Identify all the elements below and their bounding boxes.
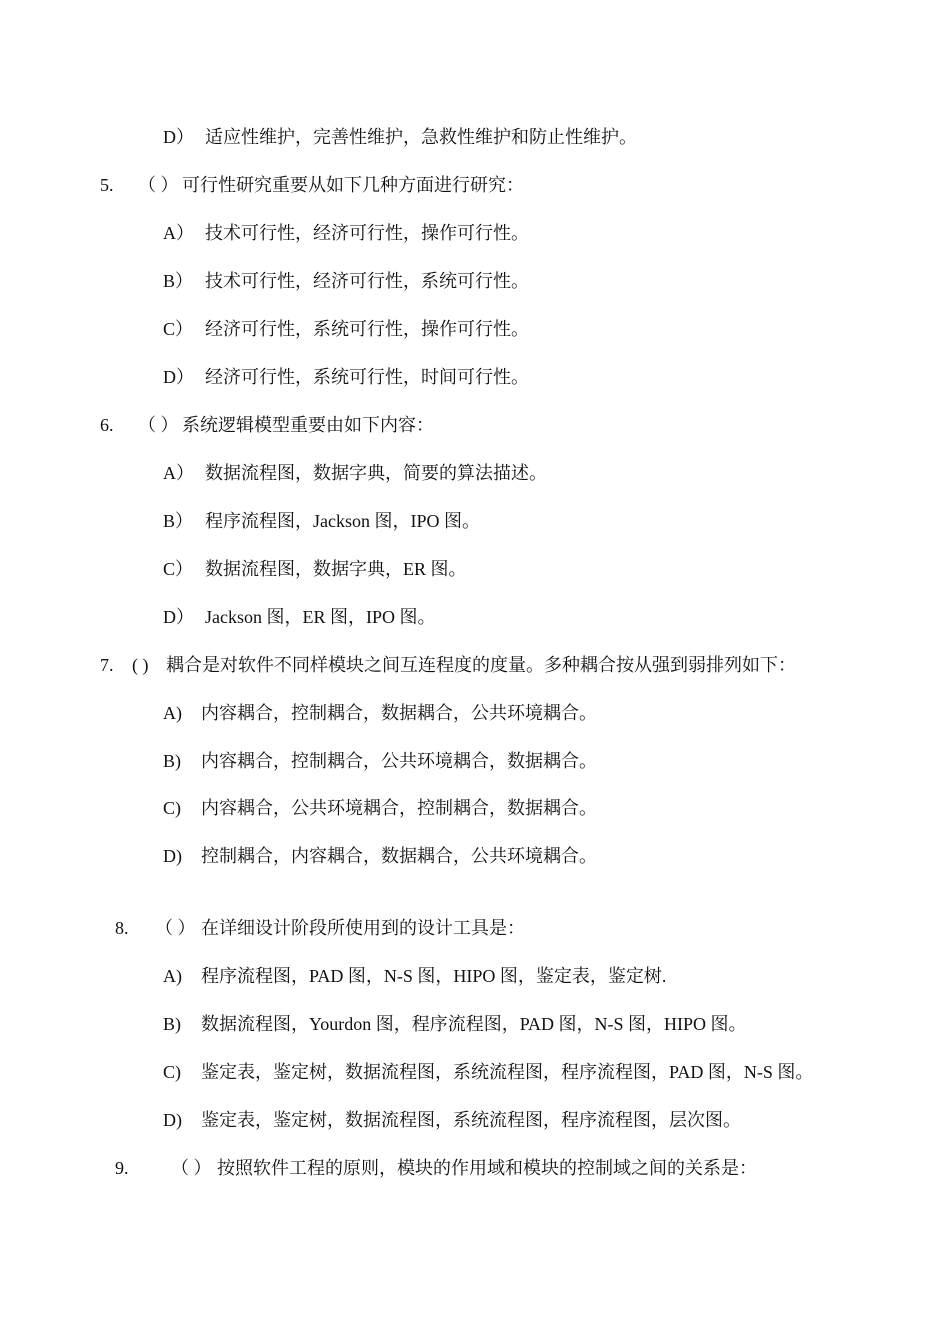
option-q7-d xyxy=(163,844,597,868)
question-number: 7. xyxy=(100,655,114,675)
option-text: 程序流程图，Jackson 图，IPO 图。 xyxy=(205,511,480,531)
option-label: B） xyxy=(163,271,194,291)
option-label: D) xyxy=(163,846,182,866)
answer-blank: （ ） xyxy=(138,175,179,195)
option-label: A） xyxy=(163,463,194,483)
option-label: B) xyxy=(163,1014,181,1034)
option-label: D） xyxy=(163,367,194,387)
option-text: 技术可行性，经济可行性，操作可行性。 xyxy=(205,223,529,243)
option-text: 内容耦合，控制耦合，数据耦合，公共环境耦合。 xyxy=(201,703,597,723)
option-text: 控制耦合，内容耦合，数据耦合，公共环境耦合。 xyxy=(201,846,597,866)
question-number: 8. xyxy=(115,918,129,938)
question-text: 可行性研究重要从如下几种方面进行研究： xyxy=(182,175,524,195)
question-6 xyxy=(100,413,434,437)
option-q7-b xyxy=(163,749,597,773)
option-text: 经济可行性，系统可行性，操作可行性。 xyxy=(205,319,529,339)
question-8 xyxy=(115,916,525,940)
option-label: C) xyxy=(163,1062,181,1082)
option-q7-a xyxy=(163,701,597,725)
option-q6-a xyxy=(163,461,547,485)
option-q8-c xyxy=(163,1060,813,1084)
option-q5-a xyxy=(163,221,529,245)
option-text: 内容耦合，公共环境耦合，控制耦合，数据耦合。 xyxy=(201,798,597,818)
option-q6-b xyxy=(163,509,480,533)
option-q7-c xyxy=(163,796,597,820)
question-text: 在详细设计阶段所使用到的设计工具是： xyxy=(201,918,525,938)
option-label: C) xyxy=(163,798,181,818)
option-label: D） xyxy=(163,607,194,627)
option-text: 数据流程图，数据字典，ER 图。 xyxy=(205,559,467,579)
option-text: 数据流程图，数据字典，简要的算法描述。 xyxy=(205,463,547,483)
option-text: 内容耦合，控制耦合，公共环境耦合，数据耦合。 xyxy=(201,751,597,771)
question-number: 6. xyxy=(100,415,114,435)
option-q4-d xyxy=(163,125,637,149)
option-label: A） xyxy=(163,223,194,243)
question-number: 9. xyxy=(115,1158,129,1178)
question-5 xyxy=(100,173,524,197)
option-text: 鉴定表，鉴定树，数据流程图，系统流程图，程序流程图，PAD 图，N-S 图。 xyxy=(201,1062,814,1082)
option-label: B） xyxy=(163,511,194,531)
option-text: 数据流程图，Yourdon 图，程序流程图，PAD 图，N-S 图，HIPO 图。 xyxy=(201,1014,747,1034)
option-text: 鉴定表，鉴定树，数据流程图，系统流程图，程序流程图，层次图。 xyxy=(201,1110,741,1130)
question-text: 按照软件工程的原则，模块的作用域和模块的控制域之间的关系是： xyxy=(217,1158,757,1178)
option-label: C） xyxy=(163,559,194,579)
option-text: 适应性维护，完善性维护，急救性维护和防止性维护。 xyxy=(205,127,637,147)
option-label: B) xyxy=(163,751,181,771)
answer-blank: （ ） xyxy=(171,1158,212,1178)
option-q5-c xyxy=(163,317,529,341)
question-9 xyxy=(115,1156,757,1180)
option-label: A) xyxy=(163,703,182,723)
option-q6-d xyxy=(163,605,436,629)
option-text: 程序流程图，PAD 图，N-S 图，HIPO 图，鉴定表，鉴定树. xyxy=(201,966,667,986)
option-q5-d xyxy=(163,365,529,389)
question-7 xyxy=(100,653,796,677)
option-q5-b xyxy=(163,269,529,293)
answer-blank: ( ) xyxy=(132,655,149,675)
option-label: D) xyxy=(163,1110,182,1130)
option-q8-b xyxy=(163,1012,747,1036)
option-label: C） xyxy=(163,319,194,339)
option-q6-c xyxy=(163,557,467,581)
option-text: Jackson 图，ER 图，IPO 图。 xyxy=(205,607,436,627)
answer-blank: （ ） xyxy=(138,415,179,435)
option-label: A) xyxy=(163,966,182,986)
option-q8-a xyxy=(163,964,666,988)
option-text: 经济可行性，系统可行性，时间可行性。 xyxy=(205,367,529,387)
question-text: 耦合是对软件不同样模块之间互连程度的度量。多种耦合按从强到弱排列如下： xyxy=(166,655,796,675)
option-q8-d xyxy=(163,1108,741,1132)
question-number: 5. xyxy=(100,175,114,195)
answer-blank: （ ） xyxy=(155,918,196,938)
question-text: 系统逻辑模型重要由如下内容： xyxy=(182,415,434,435)
option-text: 技术可行性，经济可行性，系统可行性。 xyxy=(205,271,529,291)
option-label: D） xyxy=(163,127,194,147)
